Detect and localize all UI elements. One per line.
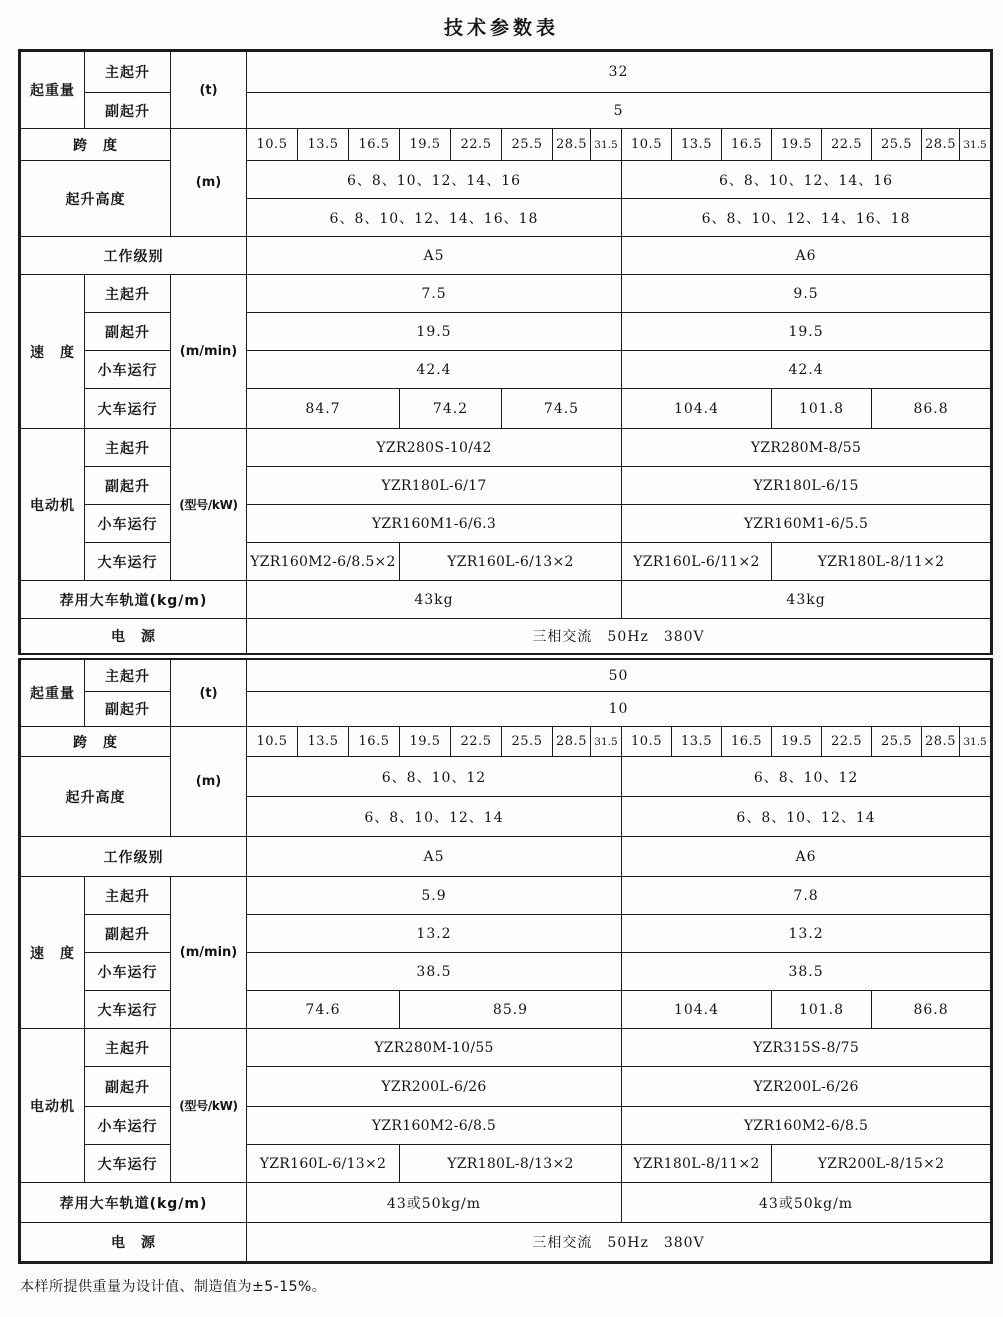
motor-trolley-value: YZR160M2-6/8.5 [247,1107,622,1145]
aux-hoist-label: 副起升 [85,467,171,505]
speed-travel-value: 104.4 [622,389,772,429]
span-value: 28.5 [553,727,591,757]
span-value: 13.5 [298,727,349,757]
speed-travel-value: 104.4 [622,991,772,1029]
crane-travel-label: 大车运行 [85,1145,171,1183]
span-value: 25.5 [872,727,922,757]
span-unit-label: (m) [171,727,247,837]
power-value: 三相交流 50Hz 380V [247,1223,992,1263]
work-class-value: A5 [247,237,622,275]
span-value: 19.5 [772,727,822,757]
speed-aux-value: 19.5 [622,313,992,351]
span-value: 22.5 [451,129,502,161]
lift-height-label: 起升高度 [20,757,171,837]
span-value: 16.5 [349,727,400,757]
motor-aux-value: YZR180L-6/15 [622,467,992,505]
aux-hoist-label: 副起升 [85,1067,171,1107]
rail-value: 43或50kg/m [622,1183,992,1223]
main-hoist-label: 主起升 [85,657,171,692]
span-label: 跨 度 [20,727,171,757]
speed-trolley-value: 38.5 [622,953,992,991]
speed-travel-value: 74.5 [502,389,622,429]
capacity-unit-label: (t) [171,51,247,129]
work-class-label: 工作级别 [20,237,247,275]
rail-value: 43或50kg/m [247,1183,622,1223]
capacity-main-value: 32 [247,51,992,93]
power-value: 三相交流 50Hz 380V [247,619,992,657]
motor-travel-value: YZR160M2-6/8.5×2 [247,543,400,581]
trolley-travel-label: 小车运行 [85,953,171,991]
lift-height-value: 6、8、10、12、14、16 [247,161,622,199]
main-hoist-label: 主起升 [85,51,171,93]
motor-main-value: YZR280M-10/55 [247,1029,622,1067]
span-value: 22.5 [451,727,502,757]
motor-unit-label: (型号/kW) [171,429,247,581]
footnote: 本样所提供重量为设计值、制造值为±5-15%。 [20,1279,327,1295]
speed-unit-label: (m/min) [171,275,247,429]
span-label: 跨 度 [20,129,171,161]
speed-aux-value: 13.2 [622,915,992,953]
speed-unit-label: (m/min) [171,877,247,1029]
crane-travel-label: 大车运行 [85,389,171,429]
span-value: 31.5 [591,727,622,757]
motor-label: 电动机 [20,429,85,581]
motor-main-value: YZR315S-8/75 [622,1029,992,1067]
capacity-main-value: 50 [247,657,992,692]
speed-travel-value: 86.8 [872,991,992,1029]
span-value: 25.5 [872,129,922,161]
power-label: 电 源 [20,619,247,657]
speed-travel-value: 74.2 [400,389,502,429]
motor-label: 电动机 [20,1029,85,1183]
span-value: 13.5 [672,129,722,161]
speed-main-value: 7.5 [247,275,622,313]
lift-height-value: 6、8、10、12 [622,757,992,797]
span-value: 13.5 [672,727,722,757]
work-class-value: A6 [622,837,992,877]
motor-travel-value: YZR180L-8/11×2 [622,1145,772,1183]
motor-travel-value: YZR160L-6/13×2 [400,543,622,581]
motor-trolley-value: YZR160M1-6/6.3 [247,505,622,543]
span-value: 31.5 [960,129,992,161]
span-value: 31.5 [960,727,992,757]
work-class-value: A6 [622,237,992,275]
technical-parameters-table [18,49,993,1264]
motor-travel-value: YZR160L-6/11×2 [622,543,772,581]
motor-travel-value: YZR180L-8/11×2 [772,543,992,581]
trolley-travel-label: 小车运行 [85,505,171,543]
lift-height-value: 6、8、10、12 [247,757,622,797]
speed-travel-value: 85.9 [400,991,622,1029]
rail-value: 43kg [247,581,622,619]
span-value: 25.5 [502,727,553,757]
aux-hoist-label: 副起升 [85,915,171,953]
motor-main-value: YZR280M-8/55 [622,429,992,467]
main-hoist-label: 主起升 [85,429,171,467]
span-value: 31.5 [591,129,622,161]
speed-label: 速 度 [20,275,85,429]
lift-height-value: 6、8、10、12、14 [247,797,622,837]
span-value: 28.5 [922,727,960,757]
speed-main-value: 9.5 [622,275,992,313]
work-class-value: A5 [247,837,622,877]
span-value: 10.5 [622,129,672,161]
work-class-label: 工作级别 [20,837,247,877]
motor-aux-value: YZR180L-6/17 [247,467,622,505]
speed-trolley-value: 42.4 [622,351,992,389]
motor-travel-value: YZR200L-8/15×2 [772,1145,992,1183]
motor-trolley-value: YZR160M2-6/8.5 [622,1107,992,1145]
span-value: 19.5 [400,129,451,161]
capacity-unit-label: (t) [171,657,247,727]
main-hoist-label: 主起升 [85,877,171,915]
span-value: 13.5 [298,129,349,161]
motor-travel-value: YZR180L-8/13×2 [400,1145,622,1183]
capacity-label: 起重量 [20,657,85,727]
section-32t [20,51,992,657]
lift-height-value: 6、8、10、12、14、16、18 [622,199,992,237]
motor-unit-label: (型号/kW) [171,1029,247,1183]
power-label: 电 源 [20,1223,247,1263]
lift-height-label: 起升高度 [20,161,171,237]
motor-travel-value: YZR160L-6/13×2 [247,1145,400,1183]
speed-travel-value: 86.8 [872,389,992,429]
main-hoist-label: 主起升 [85,1029,171,1067]
section-50t [20,657,992,1263]
motor-main-value: YZR280S-10/42 [247,429,622,467]
motor-aux-value: YZR200L-6/26 [247,1067,622,1107]
span-value: 16.5 [349,129,400,161]
span-value: 10.5 [622,727,672,757]
aux-hoist-label: 副起升 [85,313,171,351]
span-value: 19.5 [400,727,451,757]
span-value: 16.5 [722,129,772,161]
page-title: 技术参数表 [443,17,559,39]
crane-travel-label: 大车运行 [85,991,171,1029]
speed-travel-value: 101.8 [772,991,872,1029]
motor-aux-value: YZR200L-6/26 [622,1067,992,1107]
capacity-label: 起重量 [20,51,85,129]
rail-label: 荐用大车轨道(kg/m) [20,1183,247,1223]
span-value: 28.5 [553,129,591,161]
speed-trolley-value: 38.5 [247,953,622,991]
lift-height-value: 6、8、10、12、14、16、18 [247,199,622,237]
speed-main-value: 7.8 [622,877,992,915]
span-value: 22.5 [822,727,872,757]
aux-hoist-label: 副起升 [85,692,171,727]
span-value: 10.5 [247,129,298,161]
speed-aux-value: 19.5 [247,313,622,351]
lift-height-value: 6、8、10、12、14、16 [622,161,992,199]
speed-aux-value: 13.2 [247,915,622,953]
main-hoist-label: 主起升 [85,275,171,313]
capacity-aux-value: 10 [247,692,992,727]
rail-value: 43kg [622,581,992,619]
rail-label: 荐用大车轨道(kg/m) [20,581,247,619]
span-value: 25.5 [502,129,553,161]
span-value: 10.5 [247,727,298,757]
crane-travel-label: 大车运行 [85,543,171,581]
lift-height-value: 6、8、10、12、14 [622,797,992,837]
motor-trolley-value: YZR160M1-6/5.5 [622,505,992,543]
speed-trolley-value: 42.4 [247,351,622,389]
speed-label: 速 度 [20,877,85,1029]
capacity-aux-value: 5 [247,93,992,129]
speed-travel-value: 101.8 [772,389,872,429]
speed-main-value: 5.9 [247,877,622,915]
speed-travel-value: 84.7 [247,389,400,429]
span-value: 16.5 [722,727,772,757]
span-value: 22.5 [822,129,872,161]
trolley-travel-label: 小车运行 [85,1107,171,1145]
span-value: 19.5 [772,129,822,161]
aux-hoist-label: 副起升 [85,93,171,129]
span-unit-label: (m) [171,129,247,237]
speed-travel-value: 74.6 [247,991,400,1029]
trolley-travel-label: 小车运行 [85,351,171,389]
span-value: 28.5 [922,129,960,161]
